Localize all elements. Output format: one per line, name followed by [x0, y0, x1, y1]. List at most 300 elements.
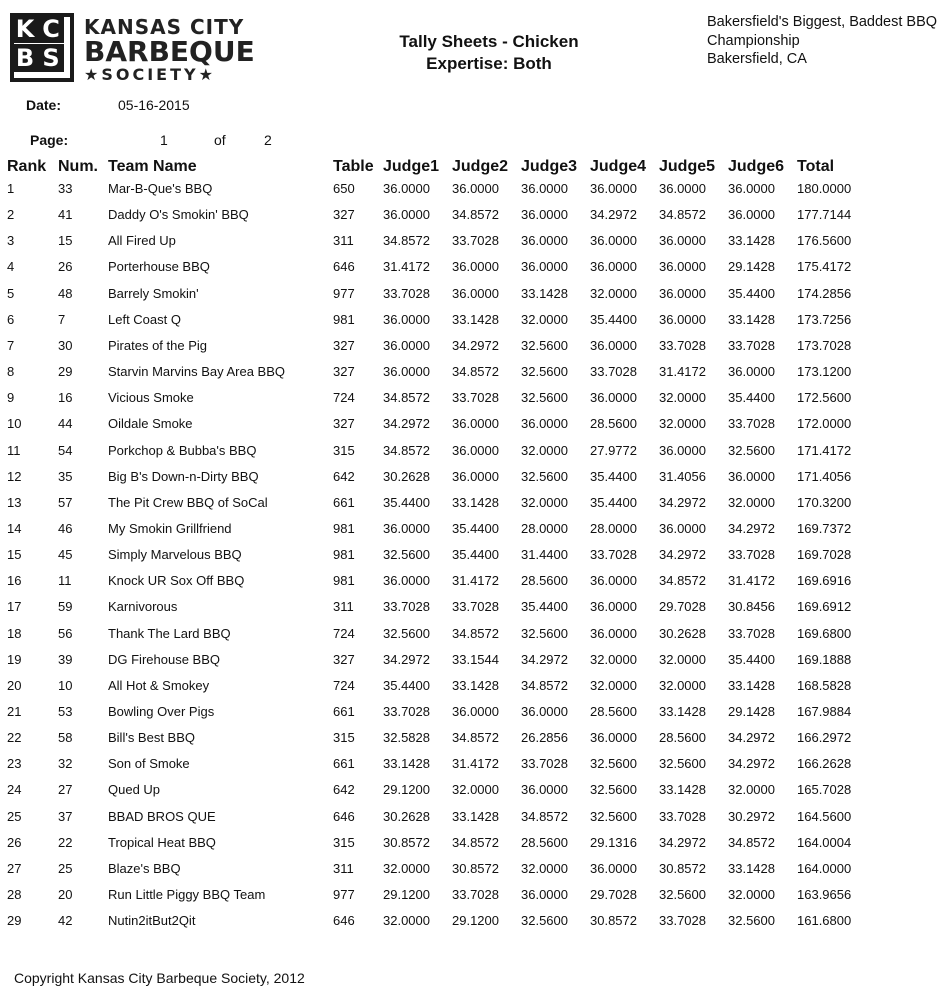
cell-judge5: 34.2972	[659, 834, 706, 850]
col-header-judge1: Judge1	[383, 158, 440, 175]
cell-judge2: 33.7028	[452, 887, 499, 903]
cell-num: 10	[58, 677, 73, 693]
cell-rank: 2	[7, 207, 15, 223]
cell-judge1: 34.8572	[383, 442, 430, 458]
col-header-table: Table	[333, 158, 374, 175]
cell-judge4: 32.5600	[590, 808, 637, 824]
cell-judge1: 33.7028	[383, 285, 430, 301]
cell-num: 27	[58, 782, 73, 798]
cell-judge6: 30.8456	[728, 599, 775, 615]
table-row	[0, 469, 950, 489]
cell-num: 42	[58, 913, 73, 929]
cell-judge6: 29.1428	[728, 704, 775, 719]
cell-judge5: 36.0000	[659, 520, 706, 536]
cell-judge4: 30.8572	[590, 913, 637, 929]
cell-rank: 13	[7, 494, 22, 510]
cell-judge1: 36.0000	[383, 207, 430, 223]
cell-judge6: 33.1428	[728, 311, 775, 327]
cell-rank: 27	[7, 860, 22, 876]
cell-total: 164.5600	[797, 808, 852, 824]
table-row	[0, 678, 950, 698]
cell-judge3: 36.0000	[521, 181, 568, 196]
table-row	[0, 181, 950, 201]
cell-team-name: Run Little Piggy BBQ Team	[108, 887, 266, 903]
cell-total: 180.0000	[797, 181, 852, 196]
cell-table: 642	[333, 782, 355, 798]
cell-judge6: 33.1428	[728, 677, 775, 693]
logo-letter-b: B	[12, 44, 38, 72]
cell-judge4: 32.5600	[590, 756, 637, 772]
cell-table: 327	[333, 651, 355, 667]
cell-judge5: 34.2972	[659, 494, 706, 510]
cell-judge6: 35.4400	[728, 285, 775, 301]
cell-judge1: 29.1200	[383, 887, 430, 903]
cell-judge1: 32.0000	[383, 860, 430, 876]
kcbs-logo-mark	[10, 13, 74, 82]
table-row	[0, 338, 950, 358]
cell-num: 37	[58, 808, 73, 824]
cell-total: 169.7028	[797, 547, 852, 563]
cell-judge3: 32.5600	[521, 913, 568, 929]
cell-judge1: 36.0000	[383, 520, 430, 536]
cell-judge2: 34.8572	[452, 730, 499, 746]
cell-judge5: 36.0000	[659, 311, 706, 327]
cell-judge3: 34.8572	[521, 677, 568, 693]
cell-team-name: Starvin Marvins Bay Area BBQ	[108, 364, 286, 380]
cell-total: 173.7256	[797, 311, 852, 327]
cell-judge3: 36.0000	[521, 207, 568, 223]
cell-table: 327	[333, 207, 355, 223]
cell-table: 327	[333, 364, 355, 380]
cell-judge4: 36.0000	[590, 233, 637, 249]
table-row	[0, 887, 950, 907]
cell-judge5: 34.2972	[659, 547, 706, 563]
cell-table: 315	[333, 730, 355, 746]
cell-judge1: 32.5600	[383, 625, 430, 641]
cell-judge4: 28.0000	[590, 520, 637, 536]
cell-team-name: Simply Marvelous BBQ	[108, 547, 242, 563]
cell-judge5: 36.0000	[659, 285, 706, 301]
cell-num: 7	[58, 311, 66, 327]
cell-judge1: 34.2972	[383, 651, 430, 667]
cell-total: 166.2972	[797, 730, 852, 746]
cell-rank: 26	[7, 834, 22, 850]
cell-judge4: 28.5600	[590, 704, 637, 719]
cell-team-name: All Hot & Smokey	[108, 677, 210, 693]
cell-team-name: BBAD BROS QUE	[108, 808, 216, 824]
table-row	[0, 443, 950, 463]
table-row	[0, 809, 950, 829]
date-label: Date:	[26, 97, 62, 113]
cell-rank: 3	[7, 233, 15, 249]
page-of: of	[214, 132, 226, 148]
cell-judge2: 33.7028	[452, 390, 499, 406]
cell-judge4: 36.0000	[590, 181, 637, 196]
cell-judge4: 36.0000	[590, 599, 637, 615]
cell-judge4: 35.4400	[590, 494, 637, 510]
cell-num: 35	[58, 468, 73, 484]
cell-judge3: 36.0000	[521, 416, 568, 432]
cell-judge5: 33.7028	[659, 337, 706, 353]
cell-team-name: Knock UR Sox Off BBQ	[108, 573, 245, 589]
cell-num: 29	[58, 364, 73, 380]
cell-total: 172.0000	[797, 416, 852, 432]
cell-judge3: 26.2856	[521, 730, 568, 746]
cell-num: 15	[58, 233, 73, 249]
cell-team-name: My Smokin Grillfriend	[108, 520, 232, 536]
cell-judge6: 35.4400	[728, 390, 775, 406]
cell-table: 724	[333, 625, 355, 641]
cell-judge5: 32.0000	[659, 416, 706, 432]
cell-rank: 17	[7, 599, 22, 615]
cell-num: 41	[58, 207, 73, 223]
cell-rank: 16	[7, 573, 22, 589]
logo-text-society: ★SOCIETY★	[84, 65, 216, 84]
cell-judge6: 34.2972	[728, 756, 775, 772]
cell-table: 977	[333, 887, 355, 903]
report-title: Tally Sheets - Chicken	[399, 32, 579, 51]
cell-num: 22	[58, 834, 73, 850]
cell-judge5: 36.0000	[659, 181, 706, 196]
cell-rank: 14	[7, 520, 22, 536]
cell-judge4: 29.1316	[590, 834, 637, 850]
cell-judge4: 33.7028	[590, 364, 637, 380]
cell-judge3: 36.0000	[521, 259, 568, 275]
cell-judge5: 32.5600	[659, 887, 706, 903]
cell-team-name: Porkchop & Bubba's BBQ	[108, 442, 257, 458]
cell-num: 39	[58, 651, 73, 667]
logo-letter-k: K	[12, 15, 38, 43]
cell-num: 46	[58, 520, 73, 536]
cell-judge2: 34.8572	[452, 625, 499, 641]
cell-table: 327	[333, 337, 355, 353]
cell-judge5: 28.5600	[659, 730, 706, 746]
cell-judge3: 32.5600	[521, 337, 568, 353]
cell-judge2: 31.4172	[452, 573, 499, 589]
cell-judge6: 32.5600	[728, 442, 775, 458]
cell-judge1: 35.4400	[383, 494, 430, 510]
cell-rank: 25	[7, 808, 22, 824]
cell-rank: 6	[7, 311, 15, 327]
cell-judge6: 36.0000	[728, 364, 775, 380]
cell-total: 164.0000	[797, 860, 852, 876]
cell-judge5: 31.4056	[659, 468, 706, 484]
report-subtitle: Expertise: Both	[426, 54, 552, 73]
table-row	[0, 521, 950, 541]
cell-table: 977	[333, 285, 355, 301]
cell-judge2: 35.4400	[452, 520, 499, 536]
cell-rank: 8	[7, 364, 15, 380]
col-header-rank: Rank	[7, 158, 47, 175]
table-row	[0, 652, 950, 672]
table-row	[0, 835, 950, 855]
cell-judge4: 28.5600	[590, 416, 637, 432]
cell-judge5: 33.7028	[659, 808, 706, 824]
cell-judge6: 34.2972	[728, 730, 775, 746]
cell-judge3: 33.7028	[521, 756, 568, 772]
cell-num: 30	[58, 337, 73, 353]
table-row	[0, 782, 950, 802]
cell-rank: 4	[7, 259, 15, 275]
date-value: 05-16-2015	[118, 97, 190, 113]
cell-judge1: 35.4400	[383, 677, 430, 693]
cell-judge6: 33.7028	[728, 416, 775, 432]
cell-judge1: 32.0000	[383, 913, 430, 929]
cell-table: 724	[333, 677, 355, 693]
cell-num: 59	[58, 599, 73, 615]
cell-judge6: 34.8572	[728, 834, 775, 850]
cell-judge3: 34.8572	[521, 808, 568, 824]
cell-judge4: 32.0000	[590, 285, 637, 301]
cell-judge2: 34.2972	[452, 337, 499, 353]
cell-total: 169.7372	[797, 520, 852, 536]
cell-table: 981	[333, 547, 355, 563]
cell-total: 169.6912	[797, 599, 852, 615]
cell-total: 173.1200	[797, 364, 852, 380]
cell-judge5: 36.0000	[659, 259, 706, 275]
cell-judge6: 32.5600	[728, 913, 775, 929]
cell-team-name: Barrely Smokin'	[108, 285, 199, 301]
cell-judge2: 33.1428	[452, 677, 499, 693]
col-header-num: Num.	[58, 158, 98, 175]
cell-rank: 28	[7, 887, 22, 903]
cell-table: 661	[333, 704, 355, 719]
cell-judge5: 30.8572	[659, 860, 706, 876]
logo-text-barbeque: BARBEQUE	[84, 35, 255, 68]
cell-judge1: 32.5600	[383, 547, 430, 563]
cell-judge2: 36.0000	[452, 468, 499, 484]
cell-team-name: Big B's Down-n-Dirty BBQ	[108, 468, 259, 484]
cell-table: 724	[333, 390, 355, 406]
cell-rank: 12	[7, 468, 22, 484]
cell-judge2: 31.4172	[452, 756, 499, 772]
cell-table: 661	[333, 494, 355, 510]
cell-judge1: 36.0000	[383, 181, 430, 196]
table-row	[0, 861, 950, 881]
cell-judge4: 36.0000	[590, 625, 637, 641]
cell-team-name: Oildale Smoke	[108, 416, 193, 432]
cell-judge2: 30.8572	[452, 860, 499, 876]
cell-total: 176.5600	[797, 233, 852, 249]
table-row	[0, 312, 950, 332]
cell-table: 311	[333, 599, 354, 615]
cell-rank: 22	[7, 730, 22, 746]
cell-judge1: 36.0000	[383, 311, 430, 327]
logo-letter-c: C	[38, 15, 64, 43]
cell-total: 174.2856	[797, 285, 852, 301]
cell-total: 171.4172	[797, 442, 852, 458]
cell-num: 45	[58, 547, 73, 563]
cell-judge6: 33.1428	[728, 233, 775, 249]
cell-judge5: 33.1428	[659, 704, 706, 719]
cell-judge5: 36.0000	[659, 442, 706, 458]
copyright-notice: Copyright Kansas City Barbeque Society, 2012	[14, 970, 305, 986]
cell-table: 315	[333, 442, 355, 458]
cell-judge3: 31.4400	[521, 547, 568, 563]
cell-judge1: 33.1428	[383, 756, 430, 772]
table-row	[0, 259, 950, 279]
cell-judge6: 31.4172	[728, 573, 775, 589]
cell-judge6: 30.2972	[728, 808, 775, 824]
cell-total: 177.7144	[797, 207, 852, 223]
cell-team-name: All Fired Up	[108, 233, 176, 249]
table-row	[0, 730, 950, 750]
cell-judge4: 36.0000	[590, 730, 637, 746]
col-header-judge2: Judge2	[452, 158, 509, 175]
cell-judge5: 31.4172	[659, 364, 706, 380]
cell-table: 646	[333, 808, 355, 824]
cell-rank: 15	[7, 547, 22, 563]
cell-judge5: 33.7028	[659, 913, 706, 929]
cell-rank: 23	[7, 756, 22, 772]
cell-num: 11	[58, 573, 72, 589]
cell-judge1: 36.0000	[383, 364, 430, 380]
cell-judge5: 33.1428	[659, 782, 706, 798]
cell-team-name: The Pit Crew BBQ of SoCal	[108, 494, 268, 510]
cell-rank: 19	[7, 651, 22, 667]
cell-judge2: 33.1428	[452, 311, 499, 327]
cell-judge3: 36.0000	[521, 233, 568, 249]
cell-num: 20	[58, 887, 73, 903]
cell-judge2: 33.7028	[452, 233, 499, 249]
cell-num: 58	[58, 730, 73, 746]
cell-judge5: 32.0000	[659, 390, 706, 406]
cell-table: 327	[333, 416, 355, 432]
cell-rank: 9	[7, 390, 15, 406]
logo-text-kansas-city: KANSAS CITY	[84, 15, 245, 39]
cell-judge3: 34.2972	[521, 651, 568, 667]
cell-judge6: 34.2972	[728, 520, 775, 536]
cell-rank: 5	[7, 285, 15, 301]
cell-judge3: 28.0000	[521, 520, 568, 536]
cell-judge5: 34.8572	[659, 207, 706, 223]
cell-team-name: Blaze's BBQ	[108, 860, 181, 876]
cell-num: 53	[58, 704, 73, 719]
cell-judge2: 33.7028	[452, 599, 499, 615]
cell-judge3: 36.0000	[521, 887, 568, 903]
cell-judge3: 32.0000	[521, 442, 568, 458]
cell-judge6: 32.0000	[728, 887, 775, 903]
page-total: 2	[264, 132, 272, 148]
cell-rank: 21	[7, 704, 22, 719]
cell-team-name: Thank The Lard BBQ	[108, 625, 231, 641]
cell-judge2: 33.1428	[452, 808, 499, 824]
kcbs-logo	[10, 13, 275, 85]
cell-judge1: 32.5828	[383, 730, 430, 746]
cell-judge4: 34.2972	[590, 207, 637, 223]
cell-num: 16	[58, 390, 73, 406]
cell-judge4: 35.4400	[590, 311, 637, 327]
cell-judge4: 36.0000	[590, 860, 637, 876]
table-row	[0, 547, 950, 567]
cell-judge3: 32.5600	[521, 468, 568, 484]
table-row	[0, 233, 950, 253]
cell-judge2: 34.8572	[452, 364, 499, 380]
cell-total: 171.4056	[797, 468, 852, 484]
table-row	[0, 416, 950, 436]
page-current: 1	[160, 132, 168, 148]
cell-judge3: 36.0000	[521, 782, 568, 798]
cell-judge2: 36.0000	[452, 259, 499, 275]
cell-judge1: 34.2972	[383, 416, 430, 432]
cell-judge2: 36.0000	[452, 704, 499, 719]
cell-total: 173.7028	[797, 337, 852, 353]
cell-team-name: Karnivorous	[108, 599, 178, 615]
cell-judge3: 32.0000	[521, 860, 568, 876]
cell-total: 172.5600	[797, 390, 852, 406]
table-row	[0, 756, 950, 776]
cell-judge6: 29.1428	[728, 259, 775, 275]
cell-judge1: 33.7028	[383, 599, 430, 615]
table-row	[0, 364, 950, 384]
cell-team-name: Mar-B-Que's BBQ	[108, 181, 213, 196]
table-row	[0, 495, 950, 515]
cell-judge1: 36.0000	[383, 337, 430, 353]
cell-judge2: 36.0000	[452, 442, 499, 458]
cell-judge4: 36.0000	[590, 259, 637, 275]
cell-judge6: 36.0000	[728, 207, 775, 223]
cell-judge4: 36.0000	[590, 390, 637, 406]
cell-judge1: 30.8572	[383, 834, 430, 850]
cell-judge4: 36.0000	[590, 573, 637, 589]
cell-judge4: 36.0000	[590, 337, 637, 353]
cell-num: 54	[58, 442, 73, 458]
cell-table: 315	[333, 834, 355, 850]
cell-num: 32	[58, 756, 73, 772]
cell-total: 169.1888	[797, 651, 852, 667]
cell-team-name: Qued Up	[108, 782, 161, 798]
cell-total: 169.6916	[797, 573, 852, 589]
cell-judge2: 35.4400	[452, 547, 499, 563]
cell-judge1: 31.4172	[383, 259, 430, 275]
cell-total: 175.4172	[797, 259, 852, 275]
cell-judge6: 33.7028	[728, 337, 775, 353]
event-name-line2: Championship	[707, 33, 800, 49]
logo-letter-s: S	[38, 44, 64, 72]
cell-judge1: 29.1200	[383, 782, 430, 798]
cell-judge2: 34.8572	[452, 207, 499, 223]
cell-judge2: 34.8572	[452, 834, 499, 850]
cell-judge3: 32.5600	[521, 625, 568, 641]
cell-judge6: 32.0000	[728, 494, 775, 510]
cell-table: 646	[333, 259, 355, 275]
cell-num: 33	[58, 181, 73, 196]
cell-team-name: Nutin2itBut2Qit	[108, 913, 196, 929]
cell-team-name: Bill's Best BBQ	[108, 730, 196, 746]
cell-team-name: Left Coast Q	[108, 311, 181, 327]
cell-judge6: 32.0000	[728, 782, 775, 798]
cell-team-name: Son of Smoke	[108, 756, 190, 772]
table-row	[0, 207, 950, 227]
cell-judge1: 36.0000	[383, 573, 430, 589]
cell-judge6: 36.0000	[728, 468, 775, 484]
cell-judge6: 33.7028	[728, 547, 775, 563]
cell-judge5: 34.8572	[659, 573, 706, 589]
cell-judge1: 34.8572	[383, 390, 430, 406]
cell-rank: 11	[7, 442, 21, 458]
cell-judge5: 32.0000	[659, 677, 706, 693]
cell-team-name: Tropical Heat BBQ	[108, 834, 216, 850]
cell-rank: 29	[7, 913, 22, 929]
page-label: Page:	[30, 132, 69, 148]
cell-judge4: 33.7028	[590, 547, 637, 563]
cell-judge1: 33.7028	[383, 704, 430, 719]
table-row	[0, 286, 950, 306]
cell-judge1: 30.2628	[383, 808, 430, 824]
cell-total: 167.9884	[797, 704, 852, 719]
cell-table: 981	[333, 311, 355, 327]
cell-judge5: 32.0000	[659, 651, 706, 667]
